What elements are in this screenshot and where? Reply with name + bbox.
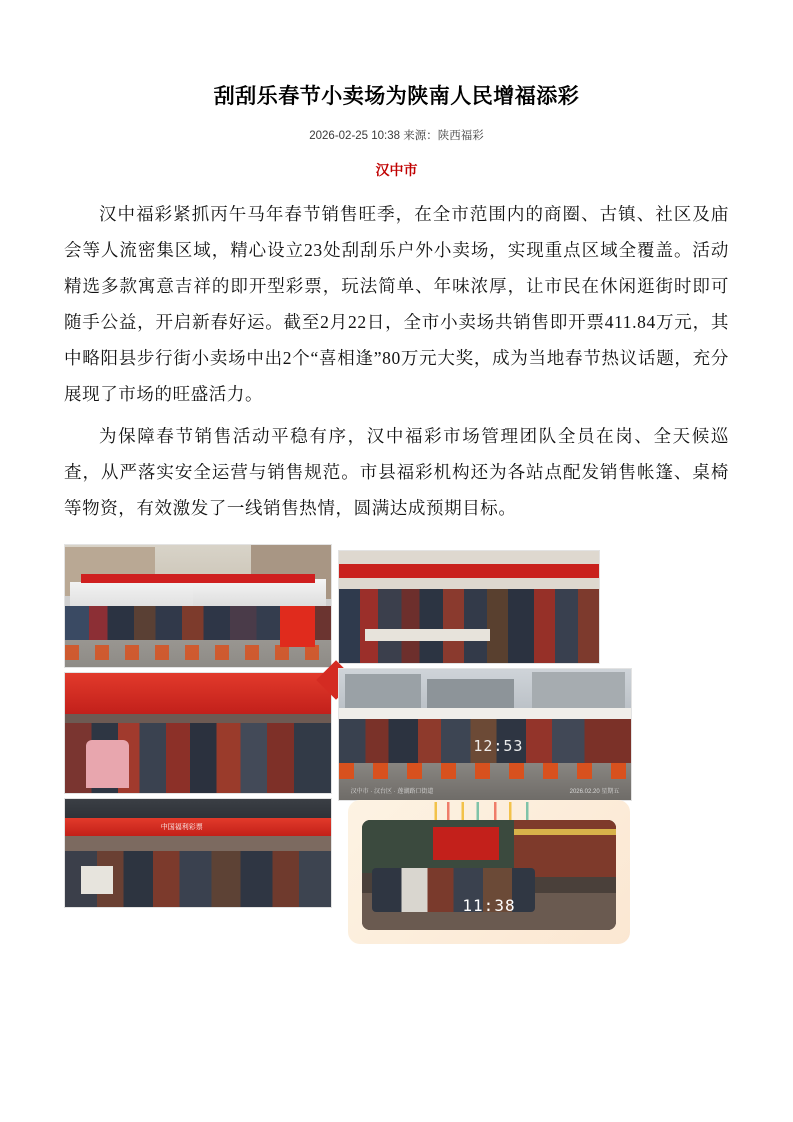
paragraph-1: 汉中福彩紧抓丙午马年春节销售旺季，在全市范围内的商圈、古镇、社区及庙会等人流密集区域，精心设立23处刮刮乐户外小卖场，实现重点区域全覆盖。活动精选多款寓意吉祥的即开型彩票，玩法简单、年味浓厚，让市民在休闲逛街时即可随手公益，开启新春好运。截至2月22日，全市小卖场共销售即开票411.84万元，其中略阳县步行街小卖场中出2个“喜相逢”80万元大奖，成为当地春节热议话题，充分展现了市场的旺盛活力。 xyxy=(64,204,729,404)
photo-welfare-lottery-tent xyxy=(64,798,332,908)
photo-watermark-right: 2026.02.20 星期五 xyxy=(569,788,620,795)
photo-evening-street-stalls xyxy=(338,668,632,801)
photo-watermark-left: 汉中市 · 汉台区 · 莲湖路口街道 xyxy=(350,788,434,795)
page-title: 刮刮乐春节小卖场为陕南人民增福添彩 xyxy=(213,85,580,108)
region-label: 汉中市 xyxy=(375,162,418,178)
banner-text: 中国福利彩票 xyxy=(160,823,203,831)
photo-red-tent-crowd xyxy=(64,672,332,794)
photo-timestamp: 11:38 xyxy=(462,895,516,915)
photo-indoor-red-crowd xyxy=(338,550,600,664)
photo-timestamp: 12:53 xyxy=(473,737,524,756)
photo-market-street-tents xyxy=(64,544,332,668)
article-body xyxy=(64,196,729,526)
article-meta: 2026-02-25 10:38 来源：陕西福彩 xyxy=(309,130,484,142)
photo-video-still-shop xyxy=(348,800,630,944)
photo-collage xyxy=(64,544,729,944)
paragraph-2: 为保障春节销售活动平稳有序，汉中福彩市场管理团队全员在岗、全天候巡查，从严落实安全运营与销售规范。市县福彩机构还为各站点配发销售帐篷、桌椅等物资，有效激发了一线销售热情，圆满达成预期目标。 xyxy=(64,426,729,518)
